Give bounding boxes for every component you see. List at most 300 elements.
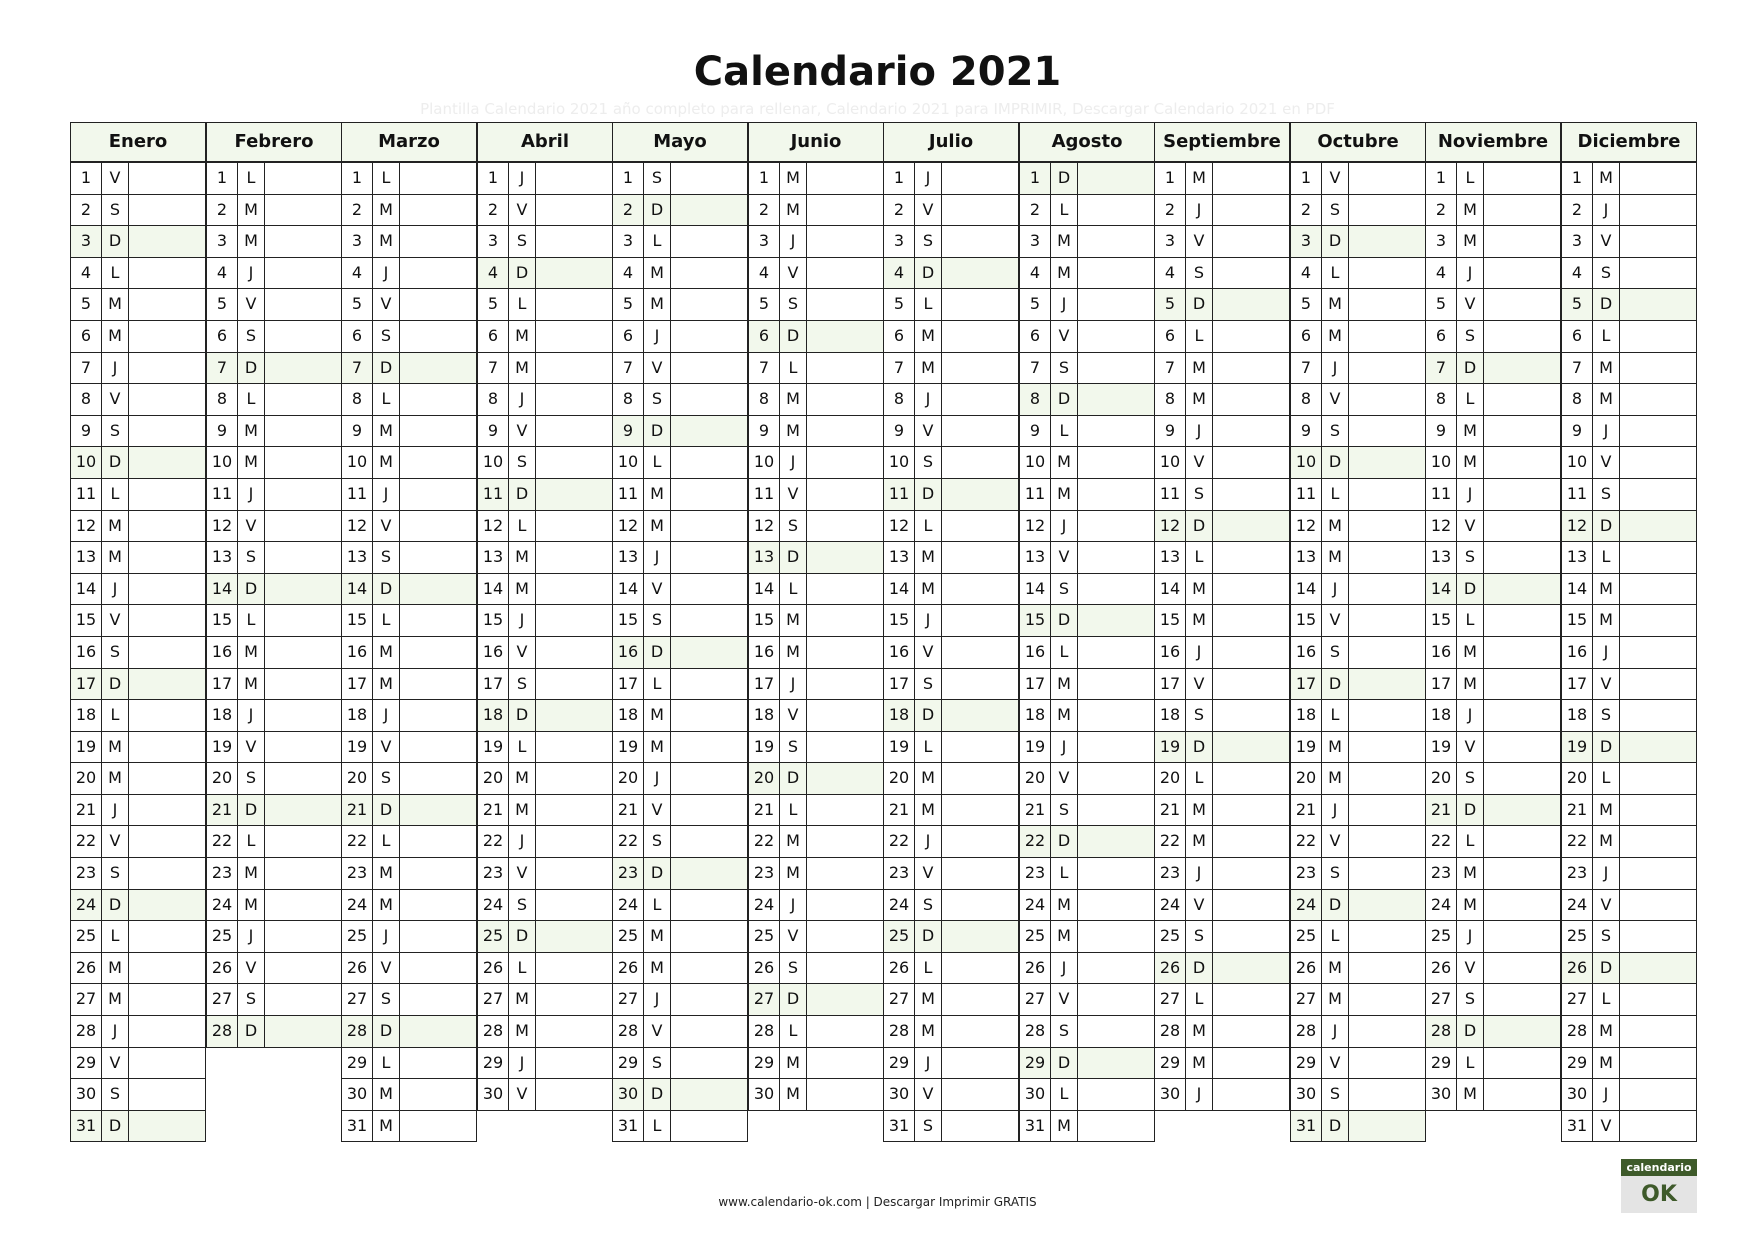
note-cell[interactable] [942, 163, 1018, 194]
note-cell[interactable] [671, 574, 747, 605]
note-cell[interactable] [1078, 353, 1154, 384]
note-cell[interactable] [1078, 416, 1154, 447]
note-cell[interactable] [400, 258, 476, 289]
note-cell[interactable] [1620, 542, 1696, 573]
note-cell[interactable] [1484, 384, 1560, 415]
note-cell[interactable] [807, 384, 883, 415]
note-cell[interactable] [1078, 921, 1154, 952]
note-cell[interactable] [265, 353, 341, 384]
note-cell[interactable] [942, 479, 1018, 510]
note-cell[interactable] [807, 511, 883, 542]
note-cell[interactable] [1484, 226, 1560, 257]
note-cell[interactable] [942, 195, 1018, 226]
note-cell[interactable] [536, 258, 612, 289]
note-cell[interactable] [1484, 1048, 1560, 1079]
note-cell[interactable] [1078, 163, 1154, 194]
note-cell[interactable] [671, 605, 747, 636]
note-cell[interactable] [1078, 605, 1154, 636]
note-cell[interactable] [400, 479, 476, 510]
note-cell[interactable] [1349, 953, 1425, 984]
note-cell[interactable] [1349, 1016, 1425, 1047]
note-cell[interactable] [265, 1016, 341, 1047]
note-cell[interactable] [671, 416, 747, 447]
note-cell[interactable] [1620, 195, 1696, 226]
note-cell[interactable] [1484, 890, 1560, 921]
note-cell[interactable] [129, 858, 205, 889]
note-cell[interactable] [1620, 384, 1696, 415]
note-cell[interactable] [1484, 447, 1560, 478]
note-cell[interactable] [400, 384, 476, 415]
note-cell[interactable] [807, 416, 883, 447]
note-cell[interactable] [807, 890, 883, 921]
note-cell[interactable] [129, 479, 205, 510]
note-cell[interactable] [265, 826, 341, 857]
note-cell[interactable] [536, 1048, 612, 1079]
note-cell[interactable] [1349, 669, 1425, 700]
note-cell[interactable] [807, 574, 883, 605]
note-cell[interactable] [265, 669, 341, 700]
note-cell[interactable] [1349, 1111, 1425, 1142]
note-cell[interactable] [265, 921, 341, 952]
note-cell[interactable] [1213, 763, 1289, 794]
note-cell[interactable] [807, 321, 883, 352]
note-cell[interactable] [1213, 479, 1289, 510]
note-cell[interactable] [129, 195, 205, 226]
note-cell[interactable] [129, 321, 205, 352]
note-cell[interactable] [807, 163, 883, 194]
note-cell[interactable] [1620, 669, 1696, 700]
note-cell[interactable] [942, 353, 1018, 384]
note-cell[interactable] [807, 605, 883, 636]
note-cell[interactable] [671, 258, 747, 289]
note-cell[interactable] [1620, 574, 1696, 605]
note-cell[interactable] [1213, 195, 1289, 226]
note-cell[interactable] [265, 226, 341, 257]
note-cell[interactable] [400, 921, 476, 952]
note-cell[interactable] [671, 637, 747, 668]
note-cell[interactable] [807, 921, 883, 952]
note-cell[interactable] [807, 1048, 883, 1079]
note-cell[interactable] [1484, 542, 1560, 573]
note-cell[interactable] [1078, 511, 1154, 542]
note-cell[interactable] [807, 353, 883, 384]
note-cell[interactable] [807, 1079, 883, 1110]
note-cell[interactable] [1213, 226, 1289, 257]
note-cell[interactable] [942, 826, 1018, 857]
note-cell[interactable] [942, 1016, 1018, 1047]
note-cell[interactable] [807, 447, 883, 478]
note-cell[interactable] [1484, 605, 1560, 636]
note-cell[interactable] [1078, 984, 1154, 1015]
note-cell[interactable] [400, 163, 476, 194]
note-cell[interactable] [1484, 321, 1560, 352]
note-cell[interactable] [1620, 511, 1696, 542]
note-cell[interactable] [1213, 732, 1289, 763]
note-cell[interactable] [671, 921, 747, 952]
note-cell[interactable] [942, 226, 1018, 257]
note-cell[interactable] [1078, 795, 1154, 826]
note-cell[interactable] [536, 447, 612, 478]
note-cell[interactable] [1620, 795, 1696, 826]
note-cell[interactable] [1484, 637, 1560, 668]
note-cell[interactable] [1078, 1111, 1154, 1142]
note-cell[interactable] [265, 258, 341, 289]
note-cell[interactable] [671, 163, 747, 194]
note-cell[interactable] [1213, 384, 1289, 415]
note-cell[interactable] [265, 574, 341, 605]
note-cell[interactable] [1213, 890, 1289, 921]
note-cell[interactable] [1213, 605, 1289, 636]
note-cell[interactable] [1484, 479, 1560, 510]
note-cell[interactable] [1349, 890, 1425, 921]
note-cell[interactable] [400, 605, 476, 636]
note-cell[interactable] [400, 953, 476, 984]
note-cell[interactable] [1484, 669, 1560, 700]
note-cell[interactable] [1620, 479, 1696, 510]
note-cell[interactable] [400, 1111, 476, 1142]
note-cell[interactable] [671, 353, 747, 384]
note-cell[interactable] [129, 763, 205, 794]
note-cell[interactable] [671, 858, 747, 889]
note-cell[interactable] [671, 669, 747, 700]
note-cell[interactable] [1620, 447, 1696, 478]
note-cell[interactable] [129, 953, 205, 984]
note-cell[interactable] [1078, 258, 1154, 289]
note-cell[interactable] [129, 921, 205, 952]
note-cell[interactable] [536, 574, 612, 605]
note-cell[interactable] [1078, 763, 1154, 794]
note-cell[interactable] [129, 353, 205, 384]
note-cell[interactable] [400, 1016, 476, 1047]
note-cell[interactable] [671, 984, 747, 1015]
note-cell[interactable] [536, 542, 612, 573]
note-cell[interactable] [807, 542, 883, 573]
note-cell[interactable] [129, 1079, 205, 1110]
note-cell[interactable] [265, 447, 341, 478]
note-cell[interactable] [942, 984, 1018, 1015]
note-cell[interactable] [671, 1016, 747, 1047]
note-cell[interactable] [400, 984, 476, 1015]
note-cell[interactable] [265, 195, 341, 226]
note-cell[interactable] [1349, 384, 1425, 415]
note-cell[interactable] [1349, 826, 1425, 857]
note-cell[interactable] [942, 1048, 1018, 1079]
note-cell[interactable] [1213, 511, 1289, 542]
note-cell[interactable] [1213, 637, 1289, 668]
note-cell[interactable] [1349, 858, 1425, 889]
note-cell[interactable] [1078, 669, 1154, 700]
note-cell[interactable] [1620, 321, 1696, 352]
note-cell[interactable] [1213, 163, 1289, 194]
note-cell[interactable] [671, 511, 747, 542]
note-cell[interactable] [129, 1048, 205, 1079]
note-cell[interactable] [1078, 890, 1154, 921]
note-cell[interactable] [807, 700, 883, 731]
note-cell[interactable] [1078, 858, 1154, 889]
note-cell[interactable] [1349, 353, 1425, 384]
note-cell[interactable] [536, 795, 612, 826]
note-cell[interactable] [671, 1111, 747, 1142]
note-cell[interactable] [1349, 732, 1425, 763]
note-cell[interactable] [1484, 858, 1560, 889]
note-cell[interactable] [1620, 763, 1696, 794]
note-cell[interactable] [1484, 416, 1560, 447]
note-cell[interactable] [1349, 637, 1425, 668]
note-cell[interactable] [400, 1079, 476, 1110]
note-cell[interactable] [536, 921, 612, 952]
note-cell[interactable] [942, 289, 1018, 320]
note-cell[interactable] [807, 763, 883, 794]
note-cell[interactable] [265, 163, 341, 194]
note-cell[interactable] [400, 447, 476, 478]
note-cell[interactable] [400, 795, 476, 826]
note-cell[interactable] [400, 226, 476, 257]
note-cell[interactable] [129, 258, 205, 289]
note-cell[interactable] [671, 953, 747, 984]
note-cell[interactable] [942, 258, 1018, 289]
note-cell[interactable] [942, 858, 1018, 889]
note-cell[interactable] [671, 795, 747, 826]
note-cell[interactable] [1349, 605, 1425, 636]
note-cell[interactable] [1484, 511, 1560, 542]
note-cell[interactable] [536, 669, 612, 700]
note-cell[interactable] [536, 163, 612, 194]
note-cell[interactable] [536, 479, 612, 510]
note-cell[interactable] [942, 542, 1018, 573]
note-cell[interactable] [400, 763, 476, 794]
note-cell[interactable] [129, 416, 205, 447]
note-cell[interactable] [1213, 700, 1289, 731]
note-cell[interactable] [1620, 732, 1696, 763]
note-cell[interactable] [129, 637, 205, 668]
note-cell[interactable] [536, 321, 612, 352]
note-cell[interactable] [1213, 826, 1289, 857]
note-cell[interactable] [400, 732, 476, 763]
note-cell[interactable] [129, 447, 205, 478]
note-cell[interactable] [1349, 574, 1425, 605]
note-cell[interactable] [1620, 605, 1696, 636]
note-cell[interactable] [400, 574, 476, 605]
note-cell[interactable] [671, 732, 747, 763]
note-cell[interactable] [942, 921, 1018, 952]
note-cell[interactable] [129, 669, 205, 700]
note-cell[interactable] [671, 226, 747, 257]
note-cell[interactable] [129, 826, 205, 857]
note-cell[interactable] [1349, 1079, 1425, 1110]
note-cell[interactable] [1349, 1048, 1425, 1079]
note-cell[interactable] [1349, 163, 1425, 194]
note-cell[interactable] [942, 732, 1018, 763]
note-cell[interactable] [129, 1111, 205, 1142]
note-cell[interactable] [129, 542, 205, 573]
note-cell[interactable] [942, 1111, 1018, 1142]
note-cell[interactable] [1620, 826, 1696, 857]
note-cell[interactable] [400, 637, 476, 668]
note-cell[interactable] [807, 953, 883, 984]
note-cell[interactable] [942, 574, 1018, 605]
note-cell[interactable] [129, 1016, 205, 1047]
note-cell[interactable] [942, 1079, 1018, 1110]
note-cell[interactable] [807, 669, 883, 700]
note-cell[interactable] [129, 574, 205, 605]
note-cell[interactable] [1213, 574, 1289, 605]
note-cell[interactable] [1213, 416, 1289, 447]
note-cell[interactable] [671, 890, 747, 921]
note-cell[interactable] [1484, 826, 1560, 857]
note-cell[interactable] [1349, 763, 1425, 794]
note-cell[interactable] [942, 953, 1018, 984]
note-cell[interactable] [1349, 700, 1425, 731]
note-cell[interactable] [1078, 226, 1154, 257]
note-cell[interactable] [1213, 1016, 1289, 1047]
note-cell[interactable] [671, 826, 747, 857]
note-cell[interactable] [807, 289, 883, 320]
note-cell[interactable] [1484, 953, 1560, 984]
note-cell[interactable] [671, 1048, 747, 1079]
note-cell[interactable] [536, 858, 612, 889]
note-cell[interactable] [671, 289, 747, 320]
note-cell[interactable] [942, 321, 1018, 352]
note-cell[interactable] [129, 984, 205, 1015]
note-cell[interactable] [942, 763, 1018, 794]
note-cell[interactable] [1078, 1048, 1154, 1079]
note-cell[interactable] [1620, 163, 1696, 194]
note-cell[interactable] [1620, 700, 1696, 731]
note-cell[interactable] [129, 384, 205, 415]
note-cell[interactable] [1484, 795, 1560, 826]
note-cell[interactable] [1620, 353, 1696, 384]
note-cell[interactable] [807, 826, 883, 857]
note-cell[interactable] [1620, 637, 1696, 668]
note-cell[interactable] [265, 605, 341, 636]
note-cell[interactable] [129, 226, 205, 257]
note-cell[interactable] [129, 732, 205, 763]
note-cell[interactable] [807, 226, 883, 257]
note-cell[interactable] [1349, 511, 1425, 542]
note-cell[interactable] [536, 384, 612, 415]
note-cell[interactable] [536, 700, 612, 731]
note-cell[interactable] [1213, 1048, 1289, 1079]
note-cell[interactable] [1078, 953, 1154, 984]
note-cell[interactable] [807, 637, 883, 668]
note-cell[interactable] [671, 1079, 747, 1110]
note-cell[interactable] [400, 195, 476, 226]
note-cell[interactable] [1078, 700, 1154, 731]
note-cell[interactable] [129, 890, 205, 921]
note-cell[interactable] [1620, 1048, 1696, 1079]
note-cell[interactable] [671, 384, 747, 415]
note-cell[interactable] [265, 890, 341, 921]
note-cell[interactable] [807, 795, 883, 826]
note-cell[interactable] [400, 669, 476, 700]
note-cell[interactable] [265, 984, 341, 1015]
note-cell[interactable] [265, 763, 341, 794]
note-cell[interactable] [807, 984, 883, 1015]
note-cell[interactable] [536, 732, 612, 763]
note-cell[interactable] [1620, 1111, 1696, 1142]
note-cell[interactable] [1078, 479, 1154, 510]
note-cell[interactable] [129, 700, 205, 731]
note-cell[interactable] [536, 637, 612, 668]
note-cell[interactable] [1078, 289, 1154, 320]
note-cell[interactable] [400, 321, 476, 352]
note-cell[interactable] [536, 226, 612, 257]
note-cell[interactable] [1213, 1079, 1289, 1110]
note-cell[interactable] [1484, 163, 1560, 194]
note-cell[interactable] [1213, 289, 1289, 320]
note-cell[interactable] [671, 542, 747, 573]
note-cell[interactable] [1484, 732, 1560, 763]
note-cell[interactable] [1484, 984, 1560, 1015]
note-cell[interactable] [807, 732, 883, 763]
note-cell[interactable] [1078, 574, 1154, 605]
note-cell[interactable] [265, 416, 341, 447]
note-cell[interactable] [400, 416, 476, 447]
note-cell[interactable] [129, 163, 205, 194]
note-cell[interactable] [1078, 321, 1154, 352]
note-cell[interactable] [1349, 447, 1425, 478]
note-cell[interactable] [1349, 289, 1425, 320]
note-cell[interactable] [1484, 921, 1560, 952]
note-cell[interactable] [942, 890, 1018, 921]
note-cell[interactable] [1213, 984, 1289, 1015]
note-cell[interactable] [671, 321, 747, 352]
note-cell[interactable] [536, 953, 612, 984]
note-cell[interactable] [807, 195, 883, 226]
note-cell[interactable] [1349, 258, 1425, 289]
note-cell[interactable] [942, 700, 1018, 731]
note-cell[interactable] [1213, 321, 1289, 352]
note-cell[interactable] [807, 1016, 883, 1047]
note-cell[interactable] [129, 605, 205, 636]
note-cell[interactable] [265, 858, 341, 889]
note-cell[interactable] [265, 321, 341, 352]
note-cell[interactable] [1620, 1079, 1696, 1110]
note-cell[interactable] [536, 763, 612, 794]
note-cell[interactable] [265, 732, 341, 763]
note-cell[interactable] [1349, 795, 1425, 826]
note-cell[interactable] [400, 353, 476, 384]
note-cell[interactable] [536, 511, 612, 542]
note-cell[interactable] [1213, 921, 1289, 952]
note-cell[interactable] [942, 384, 1018, 415]
note-cell[interactable] [1484, 1016, 1560, 1047]
note-cell[interactable] [1349, 195, 1425, 226]
note-cell[interactable] [1078, 542, 1154, 573]
note-cell[interactable] [942, 416, 1018, 447]
note-cell[interactable] [1078, 195, 1154, 226]
note-cell[interactable] [1349, 479, 1425, 510]
note-cell[interactable] [536, 890, 612, 921]
note-cell[interactable] [1620, 226, 1696, 257]
note-cell[interactable] [536, 1079, 612, 1110]
note-cell[interactable] [1620, 984, 1696, 1015]
note-cell[interactable] [1078, 826, 1154, 857]
note-cell[interactable] [536, 289, 612, 320]
note-cell[interactable] [1484, 700, 1560, 731]
note-cell[interactable] [1078, 732, 1154, 763]
note-cell[interactable] [942, 795, 1018, 826]
note-cell[interactable] [942, 511, 1018, 542]
note-cell[interactable] [129, 511, 205, 542]
note-cell[interactable] [807, 258, 883, 289]
note-cell[interactable] [1213, 258, 1289, 289]
note-cell[interactable] [671, 447, 747, 478]
note-cell[interactable] [536, 826, 612, 857]
note-cell[interactable] [265, 384, 341, 415]
note-cell[interactable] [1484, 195, 1560, 226]
note-cell[interactable] [1078, 384, 1154, 415]
